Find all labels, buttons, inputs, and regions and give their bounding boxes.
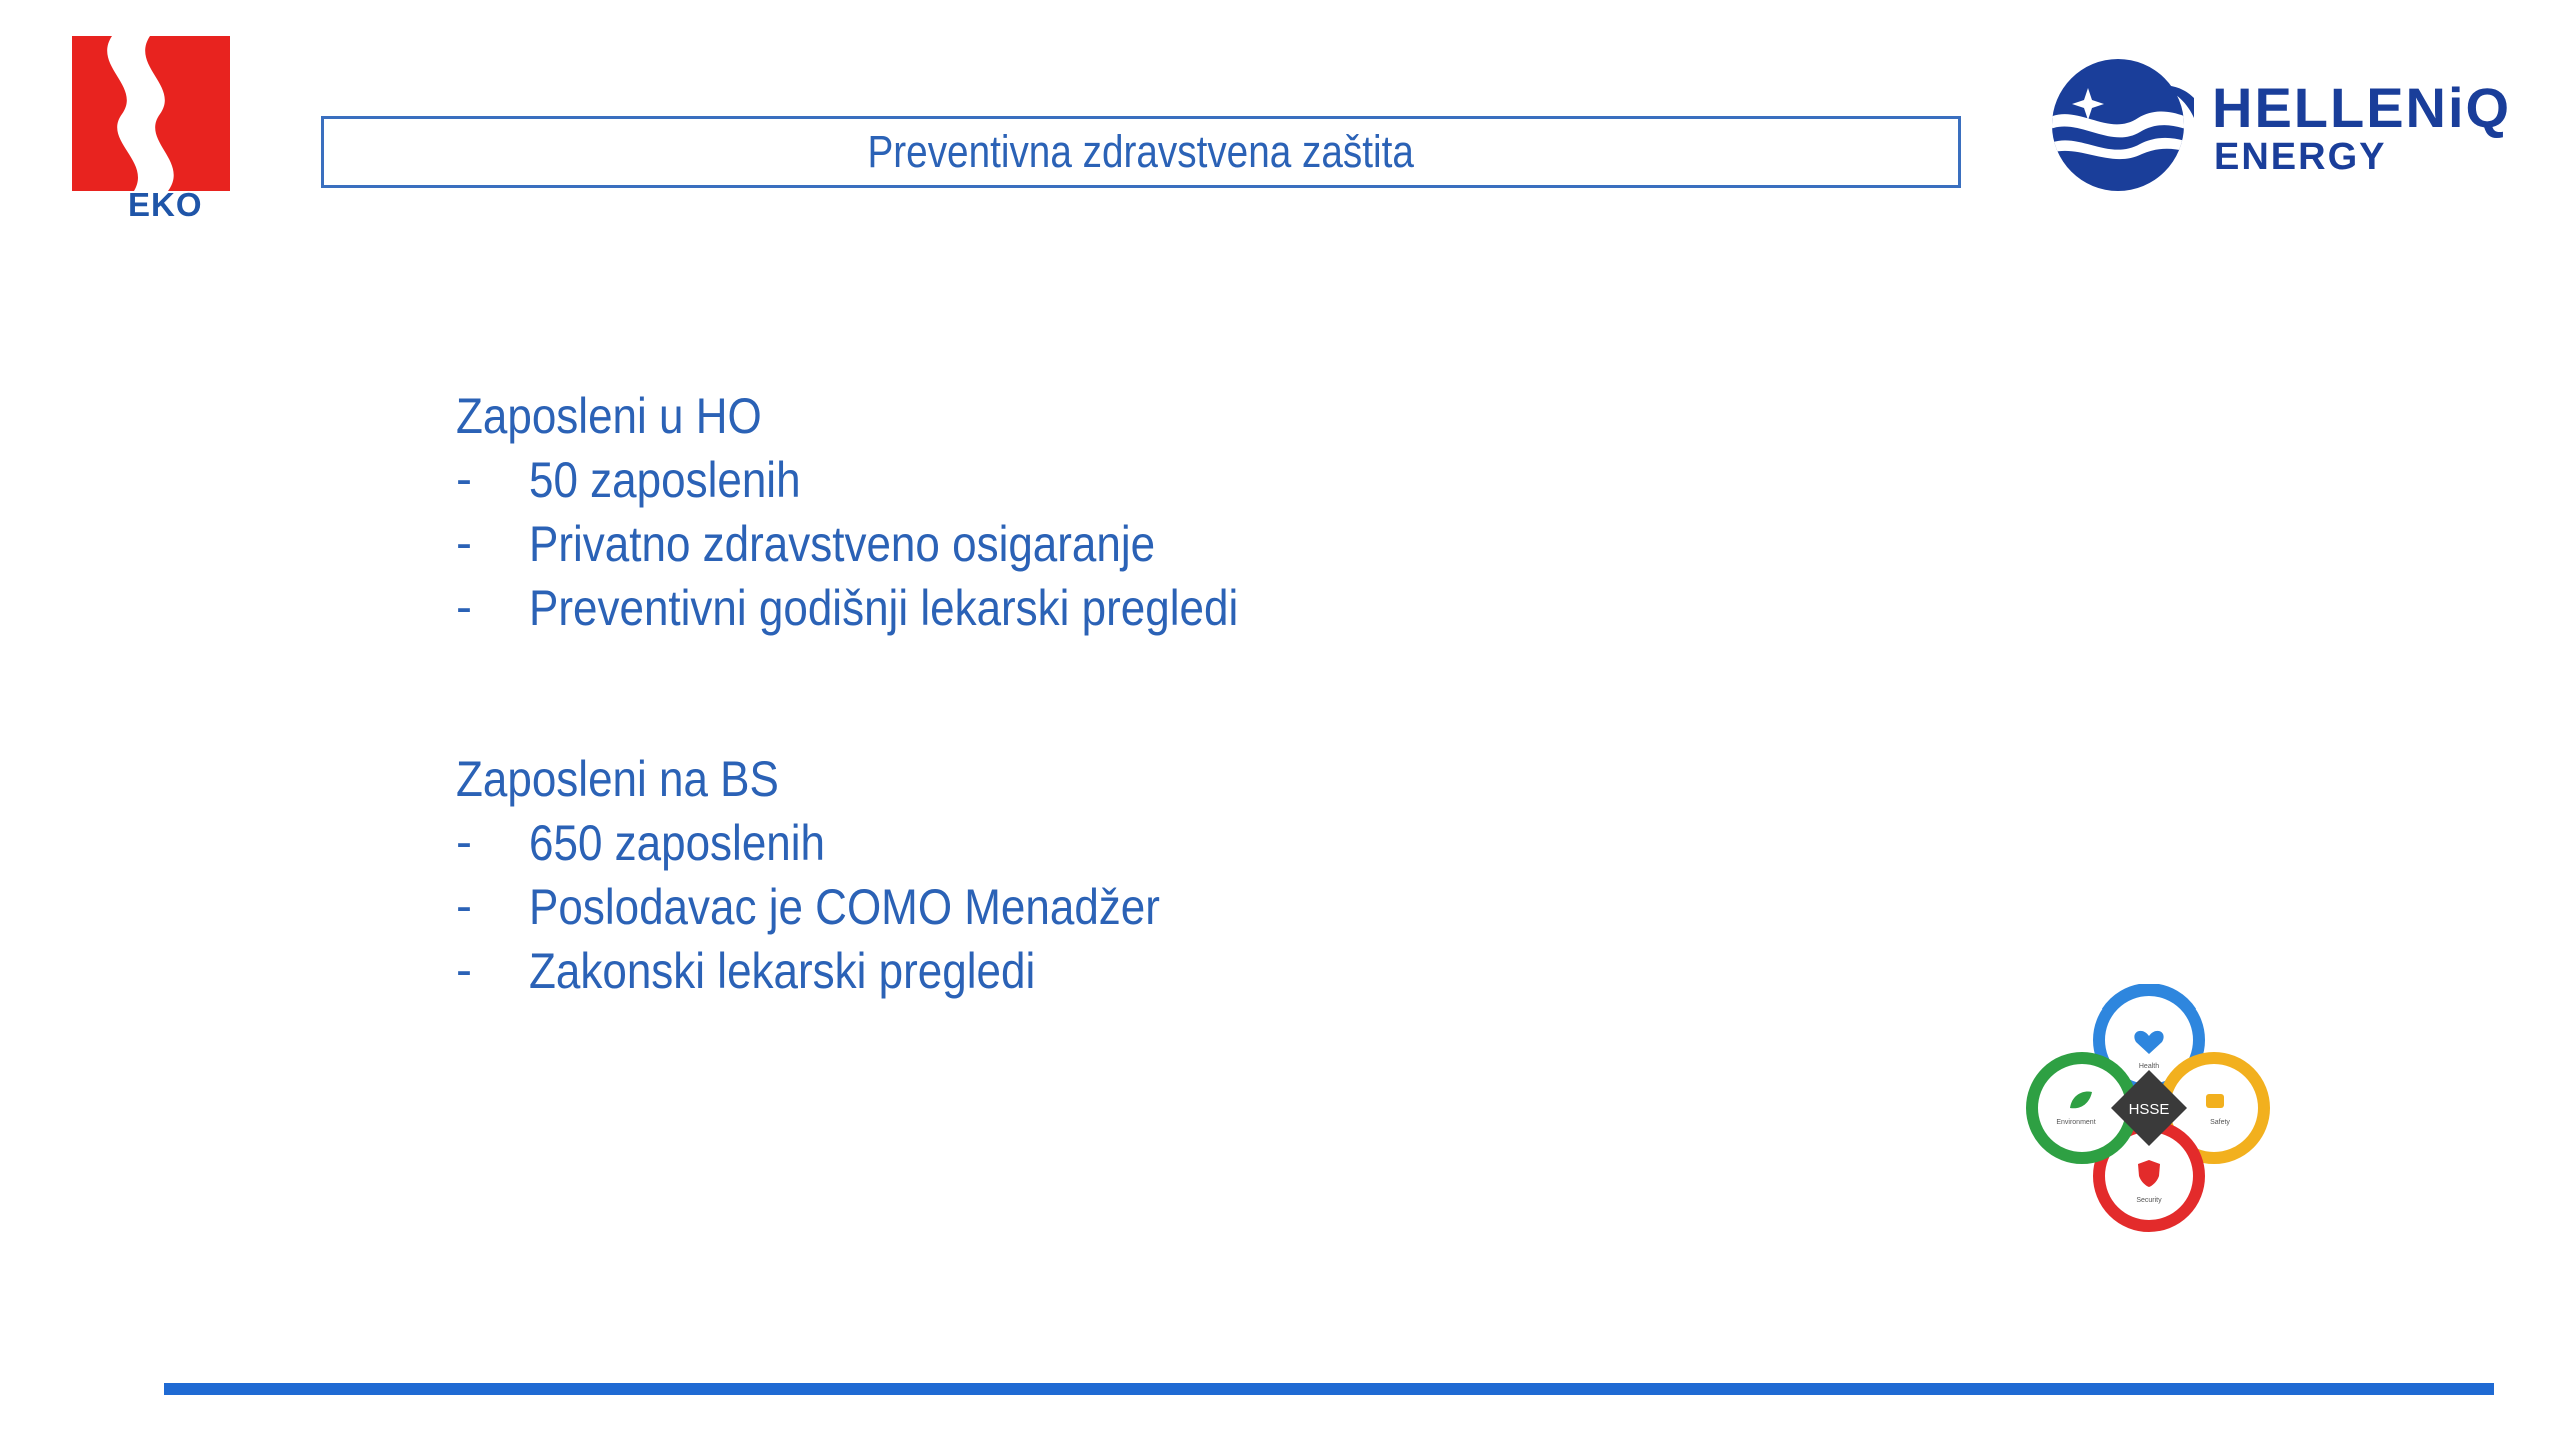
list-item [456, 875, 1160, 939]
hsse-center-label: HSSE [2128, 1101, 2170, 1118]
hsse-environment-label: Environment [2056, 1119, 2096, 1126]
list-item [456, 811, 826, 875]
hsse-health-label: Health [2138, 1063, 2160, 1070]
bullet-marker: - [456, 944, 472, 997]
list-item-text: 50 zaposlenih [529, 452, 801, 508]
bullet-marker: - [456, 517, 472, 570]
bullet-marker: - [456, 816, 472, 869]
list-item [456, 576, 1239, 640]
list-item-text: Privatno zdravstveno osigaranje [529, 516, 1156, 572]
hsse-safety-label: Safety [2210, 1119, 2230, 1126]
helleniq-emblem-icon [2048, 58, 2194, 192]
list-item-text: Preventivni godišnji lekarski pregledi [529, 580, 1239, 636]
hsse-emblem [2024, 984, 2274, 1234]
section-heading: Zaposleni u HO [456, 388, 762, 444]
list-item [456, 448, 803, 512]
safety-icon [2206, 1094, 2224, 1108]
hsse-security-label: Security [2136, 1197, 2162, 1204]
helleniq-name: HELLENiQ [2212, 76, 2512, 139]
bullet-marker: - [456, 880, 472, 933]
employees-ho-section [456, 384, 1239, 640]
list-item-text: Poslodavac je COMO Menadžer [529, 879, 1160, 935]
title-box [321, 116, 1961, 188]
bullet-marker: - [456, 453, 472, 506]
section-heading: Zaposleni na BS [456, 751, 779, 807]
page-title: Preventivna zdravstvena zaštita [867, 126, 1415, 177]
helleniq-subtitle: ENERGY [2214, 136, 2387, 178]
bullet-marker: - [456, 581, 472, 634]
list-item [456, 939, 1036, 1003]
bottom-divider [164, 1383, 2494, 1395]
list-item-text: Zakonski lekarski pregledi [529, 943, 1036, 999]
list-item [456, 512, 1156, 576]
list-item-text: 650 zaposlenih [529, 815, 826, 871]
employees-bs-section [456, 747, 1160, 1003]
eko-wordmark: EKO [128, 186, 203, 223]
